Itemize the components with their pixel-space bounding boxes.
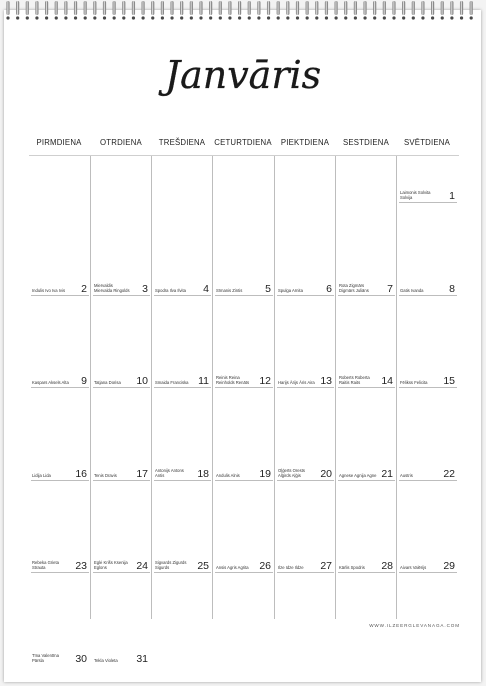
day-cell [275, 302, 336, 388]
day-underline [215, 572, 273, 573]
day-cell [336, 487, 397, 573]
nameday-names: Fēlikss Felicita [400, 380, 428, 386]
day-underline [277, 295, 334, 296]
day-cell [397, 487, 459, 573]
nameday-names: Sīmanis Zintis [216, 287, 243, 293]
nameday-names: Ansis Agris Agrita [216, 565, 249, 571]
day-number: 2 [81, 282, 87, 295]
day-cell [152, 302, 213, 388]
day-number: 4 [203, 282, 209, 295]
day-number: 10 [136, 375, 148, 388]
day-underline [93, 387, 150, 388]
nameday-names: Laimonis Solvita Solvija [400, 190, 431, 200]
spiral-binding [0, 0, 486, 22]
day-underline [215, 295, 273, 296]
day-cell [29, 210, 91, 296]
weekday-sat: SESTDIENA [343, 138, 389, 147]
day-number: 22 [443, 467, 455, 480]
day-number: 23 [75, 560, 87, 573]
day-underline [399, 480, 457, 481]
day-number: 7 [387, 282, 393, 295]
nameday-names: Gatis Ivanda [400, 287, 424, 293]
nameday-names: Spodra Ilva Ilvita [155, 287, 186, 293]
day-cell [213, 395, 275, 481]
day-underline [154, 387, 211, 388]
nameday-names: Kaspars Aksels Alta [32, 380, 69, 386]
nameday-names: Tenis Dravis [94, 472, 117, 478]
weekday-mon: PIRMDIENA [36, 138, 82, 147]
day-number: 3 [142, 282, 148, 295]
day-underline [277, 572, 334, 573]
nameday-names: Smaida Franciska [155, 380, 189, 386]
nameday-names: Indulis Ivo Iva Ivis [32, 287, 66, 293]
nameday-names: Tīna Valentīna Pārsla [32, 653, 59, 663]
day-underline [277, 387, 334, 388]
day-number: 20 [320, 467, 332, 480]
day-number: 24 [136, 560, 148, 573]
day-underline [399, 295, 457, 296]
nameday-names: Eglė Krišs Ksenija Eglons [94, 560, 128, 571]
nameday-names: Tatjana Dorisa [94, 380, 121, 386]
day-underline [93, 295, 150, 296]
nameday-names: Tekla Violeta [94, 658, 118, 663]
nameday-names: Austris [400, 472, 413, 478]
day-number: 5 [265, 282, 271, 295]
nameday-names: Rota Zigmārs Digmārs Juliāns [339, 282, 369, 293]
nameday-names: Kārlis Spodris [339, 565, 365, 571]
nameday-names: Roberts Roberta Raitis Raits [339, 375, 370, 386]
day-underline [215, 387, 273, 388]
nameday-names: Sigvards Zigurds Sigurds [155, 560, 187, 571]
day-underline [31, 480, 89, 481]
day-underline [338, 480, 395, 481]
day-number: 28 [381, 560, 393, 573]
day-cell [397, 302, 459, 388]
day-underline [338, 572, 395, 573]
nameday-names: Reinis Reina Reinholds Renāts [216, 375, 250, 386]
day-number: 11 [198, 375, 209, 388]
day-cell [91, 395, 152, 481]
day-underline [338, 295, 395, 296]
day-cell [397, 395, 459, 481]
day-cell [29, 487, 91, 573]
day-number: 26 [259, 560, 271, 573]
day-cell [29, 302, 91, 388]
day-cell [152, 210, 213, 296]
nameday-names: Aivars Valērijs [400, 565, 427, 571]
nameday-names: Miervaldis Miervalda Ringolds [94, 282, 130, 293]
day-underline [31, 387, 89, 388]
nameday-names: Spulga Arnita [278, 287, 303, 293]
day-cell [275, 210, 336, 296]
nameday-names: Agnese Agnija Agne [339, 472, 377, 478]
day-number: 25 [197, 560, 209, 573]
day-cell [275, 487, 336, 573]
day-cell [91, 487, 152, 573]
nameday-names: Ilze Idze Ildze [278, 565, 304, 571]
day-number: 16 [75, 467, 87, 480]
day-underline [215, 480, 273, 481]
day-underline [154, 295, 211, 296]
weekday-fri: PIEKTDIENA [280, 138, 330, 147]
day-cell [29, 580, 91, 666]
day-number: 30 [75, 653, 87, 665]
day-underline [399, 202, 457, 203]
day-cell [275, 395, 336, 481]
month-title-text: Janvāris [164, 53, 322, 97]
day-cell [91, 302, 152, 388]
weekday-sun: SVĒTDIENA [404, 138, 450, 147]
weekday-wed: TREŠDIENA [158, 138, 206, 147]
nameday-names: Harijs Ārijs Āris Aira [278, 380, 315, 386]
day-cell [336, 395, 397, 481]
day-cell [336, 210, 397, 296]
day-cell [336, 302, 397, 388]
day-number: 31 [136, 653, 148, 665]
day-underline [399, 387, 457, 388]
day-cell [213, 302, 275, 388]
nameday-names: Oļģerts Orests Alģirds Aļģis [278, 467, 305, 478]
nameday-names: Antonijs Antons Antis [155, 467, 184, 478]
day-cell [91, 580, 152, 666]
day-number: 14 [381, 375, 393, 388]
day-number: 18 [197, 467, 209, 480]
day-cell [29, 395, 91, 481]
nameday-names: Andulis Alnis [216, 472, 240, 478]
day-number: 8 [449, 282, 455, 295]
day-cell [213, 210, 275, 296]
weekday-thu: CETURTDIENA [214, 138, 272, 147]
month-title [0, 52, 486, 108]
day-cell [152, 395, 213, 481]
day-cell [213, 487, 275, 573]
day-underline [154, 572, 211, 573]
day-number: 27 [320, 560, 332, 573]
weekday-tue: OTRDIENA [100, 138, 142, 147]
day-number: 13 [320, 375, 332, 388]
day-underline [277, 480, 334, 481]
day-number: 15 [443, 375, 455, 388]
day-number: 6 [326, 282, 332, 295]
website-url: WWW.ILZEERGLEVANAGA.COM [369, 623, 460, 628]
day-underline [399, 572, 457, 573]
day-underline [93, 572, 150, 573]
day-underline [154, 480, 211, 481]
day-number: 12 [259, 375, 271, 388]
weekday-header [29, 138, 459, 152]
day-cell [91, 210, 152, 296]
nameday-names: Rebeka Grieta Strauta [32, 560, 59, 571]
day-cell [397, 210, 459, 296]
nameday-names: Lidija Lida [32, 472, 51, 478]
day-underline [31, 295, 89, 296]
day-number: 17 [136, 467, 148, 480]
day-number: 9 [81, 375, 87, 388]
day-underline [93, 480, 150, 481]
day-cell [397, 117, 459, 203]
day-cell [152, 487, 213, 573]
day-underline [338, 387, 395, 388]
day-number: 19 [259, 467, 271, 480]
day-number: 21 [381, 467, 393, 480]
day-number: 29 [443, 560, 455, 573]
day-underline [31, 572, 89, 573]
day-number: 1 [449, 190, 455, 202]
